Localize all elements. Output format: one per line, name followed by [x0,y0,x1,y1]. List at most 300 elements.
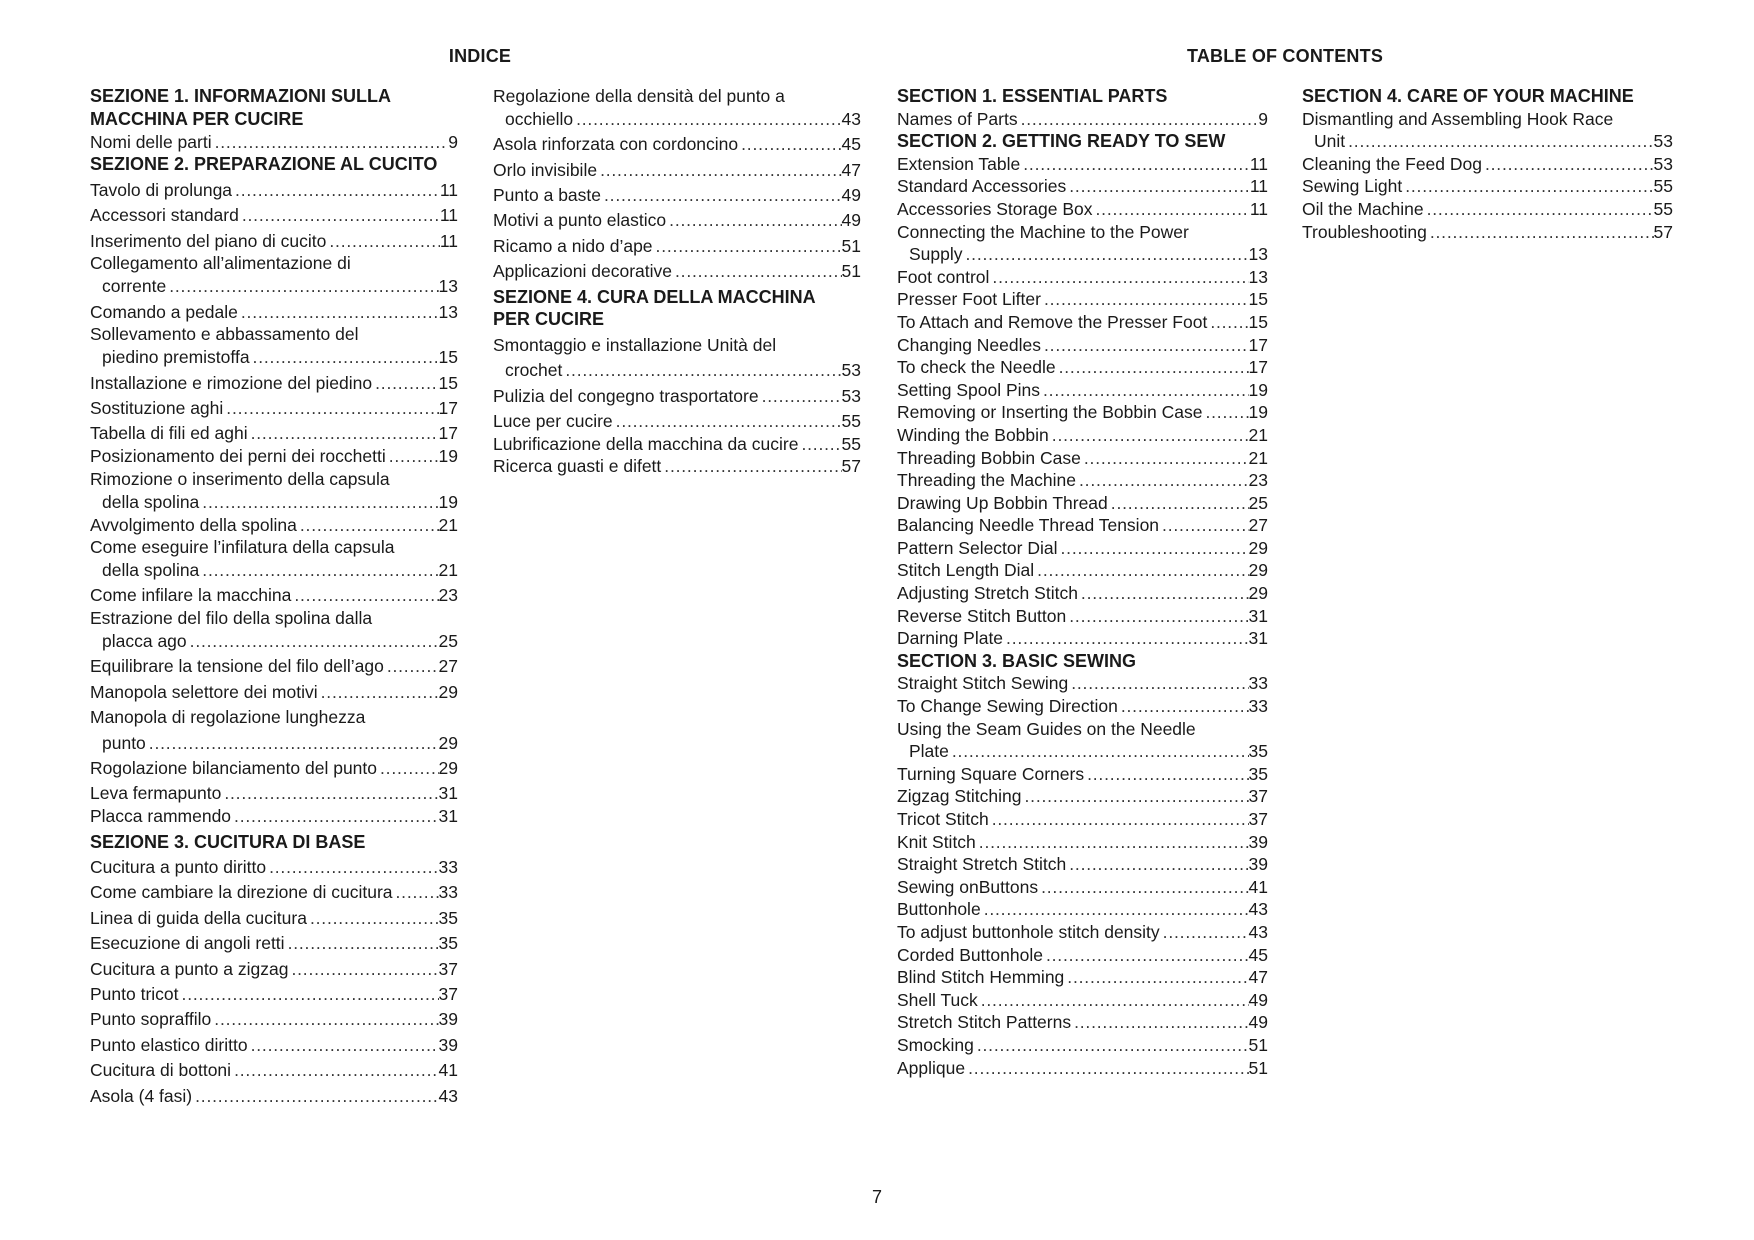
toc-entry-title: Turning Square Corners [897,763,1085,784]
toc-entry [90,907,458,930]
toc-entry [493,235,861,258]
toc-entry-title: Stretch Stitch Patterns [897,1012,1072,1033]
toc-entry-page: 17 [1248,334,1268,355]
toc-entry [493,209,861,232]
toc-entry-page: 23 [438,585,458,606]
section-heading [897,130,1268,153]
toc-entry-page: 27 [1248,515,1268,536]
toc-entry-title: To check the Needle [897,357,1056,378]
toc-entry-title: Shell Tuck [897,989,978,1010]
toc-entry [897,876,1268,899]
toc-entry-title: Punto tricot [90,983,179,1004]
toc-entry-page: 25 [438,631,458,652]
section-heading-line: SECTION 2. GETTING READY TO SEW [897,131,1226,152]
toc-entry-title: To Attach and Remove the Presser Foot [897,311,1208,332]
section-heading [897,650,1268,673]
toc-entry [90,757,458,780]
toc-entry-title: crochet [505,360,563,381]
toc-entry-title: Punto sopraffilo [90,1009,212,1030]
toc-entry-title: Straight Stretch Stitch [897,854,1067,875]
english-column-1 [897,85,1268,1079]
toc-entry-line: Collegamento all’alimentazione di [90,253,351,274]
toc-entry-title: Corded Buttonhole [897,944,1043,965]
dot-leader [266,856,438,879]
toc-entry-page: 43 [438,1085,458,1106]
toc-entry [897,944,1268,967]
toc-entry-title: Zigzag Stitching [897,786,1022,807]
dot-leader [1081,447,1249,470]
toc-entry-page: 13 [1248,244,1268,265]
dot-leader [981,898,1249,921]
toc-entry [90,559,458,582]
toc-entry [1302,221,1673,244]
dot-leader [978,989,1249,1012]
toc-entry [90,983,458,1006]
toc-entry-page: 35 [438,933,458,954]
toc-entry-title: Supply [909,244,963,265]
toc-entry-page: 51 [1248,1034,1268,1055]
toc-entry-page: 41 [1248,876,1268,897]
toc-entry-title: Asola rinforzata con cordoncino [493,134,739,155]
dot-leader [1345,130,1653,153]
toc-entry-title: Posizionamento dei perni dei rocchetti [90,446,386,467]
toc-entry-title: Motivi a punto elastico [493,210,667,231]
dot-leader [1056,356,1249,379]
dot-leader [199,559,438,582]
toc-entry [90,805,458,828]
dot-leader [963,243,1249,266]
dot-leader [291,584,438,607]
dot-leader [1041,334,1249,357]
section-heading [90,85,458,131]
toc-entry-page: 57 [1653,221,1673,242]
toc-entry-title: Pattern Selector Dial [897,537,1058,558]
dot-leader [1068,672,1248,695]
toc-entry [90,514,458,537]
toc-entry-page: 45 [1248,944,1268,965]
toc-entry-page: 25 [1248,492,1268,513]
toc-entry-title: Cleaning the Feed Dog [1302,153,1482,174]
toc-entry-page: 21 [1248,447,1268,468]
toc-entry-title: Standard Accessories [897,176,1067,197]
toc-entry-page: 47 [841,159,861,180]
toc-entry-line: Manopola di regolazione lunghezza [90,707,366,728]
toc-entry-page: 11 [1249,198,1268,219]
toc-entry-title: Come infilare la macchina [90,585,292,606]
toc-entry [90,372,458,395]
toc-entry-title: To adjust buttonhole stitch density [897,921,1160,942]
dot-leader [231,1059,438,1082]
toc-entry [90,179,458,202]
toc-entry-page: 33 [438,882,458,903]
toc-entry-page: 13 [1248,266,1268,287]
toc-entry-title: Buttonhole [897,899,981,920]
dot-leader [1066,175,1250,198]
english-column-2 [1302,85,1673,243]
toc-entry [90,681,458,704]
toc-entry [897,831,1268,854]
toc-entry [897,853,1268,876]
section-heading [90,831,458,854]
dot-leader [573,108,841,131]
dot-leader [1020,153,1250,176]
toc-entry-page: 29 [438,732,458,753]
toc-entry-page: 37 [438,983,458,1004]
toc-entry [897,785,1268,808]
toc-entry-page: 51 [841,261,861,282]
toc-entry [897,401,1268,424]
section-heading [1302,85,1673,108]
toc-entry-title: Foot control [897,266,990,287]
toc-entry-title: Comando a pedale [90,301,238,322]
toc-entry-title: Installazione e rimozione del piedino [90,372,373,393]
toc-entry [90,131,458,154]
toc-entry-page: 39 [1248,854,1268,875]
dot-leader [1424,198,1654,221]
toc-entry [90,881,458,904]
toc-entry-title: Threading Bobbin Case [897,447,1081,468]
dot-leader [393,881,439,904]
dot-leader [661,455,841,478]
toc-entry [90,584,458,607]
dot-leader [798,433,841,456]
toc-entry-title: Smocking [897,1034,974,1055]
toc-entry-page: 27 [438,656,458,677]
dot-leader [187,630,439,653]
toc-entry-title: Tabella di fili ed aghi [90,423,248,444]
toc-entry-page: 53 [841,385,861,406]
toc-entry [897,424,1268,447]
dot-leader [1064,966,1248,989]
dot-leader [372,372,438,395]
toc-entry-page: 33 [1248,673,1268,694]
dot-leader [562,359,841,382]
toc-entry [897,989,1268,1012]
toc-entry-page: 37 [438,958,458,979]
section-heading-line: SECTION 3. BASIC SEWING [897,650,1137,671]
toc-entry-line: Rimozione o inserimento della capsula [90,468,390,489]
toc-entry [493,159,861,182]
toc-entry-page: 19 [1248,402,1268,423]
toc-entry-title: Setting Spool Pins [897,379,1041,400]
toc-entry-title: Placca rammendo [90,806,232,827]
toc-entry-title: Presser Foot Lifter [897,289,1041,310]
toc-entry-title: Linea di guida della cucitura [90,907,307,928]
toc-entry-page: 17 [438,423,458,444]
toc-entry-title: Threading the Machine [897,470,1076,491]
page-number: 7 [871,1187,882,1207]
toc-entry-page: 43 [1248,921,1268,942]
toc-entry [897,153,1268,176]
toc-entry-title: Oil the Machine [1302,198,1424,219]
dot-leader [146,732,439,755]
toc-entry-page: 53 [841,360,861,381]
toc-entry-title: Balancing Needle Thread Tension [897,515,1160,536]
toc-entry [90,422,458,445]
dot-leader [288,958,438,981]
toc-entry [897,695,1268,718]
section-heading-line: PER CUCIRE [493,309,605,330]
dot-leader [653,235,842,258]
toc-entry-page: 23 [1248,470,1268,491]
dot-leader [1402,175,1653,198]
toc-entry-title: Avvolgimento della spolina [90,514,297,535]
toc-entry-page: 49 [841,184,861,205]
toc-entry-title: Manopola selettore dei motivi [90,681,318,702]
toc-entry-title: della spolina [102,491,200,512]
toc-entry-page: 31 [1248,605,1268,626]
toc-entry-page: 55 [841,433,861,454]
toc-entry-page: 51 [841,235,861,256]
dot-leader [1041,288,1249,311]
toc-entry-title: Straight Stitch Sewing [897,673,1069,694]
dot-leader [166,275,438,298]
toc-entry-page: 21 [438,560,458,581]
section-heading [493,286,861,332]
toc-entry-page: 39 [438,1034,458,1055]
toc-entry-page: 45 [841,134,861,155]
dot-leader [384,655,439,678]
dot-leader [179,983,439,1006]
dot-leader [1160,921,1249,944]
dot-leader [1058,537,1249,560]
toc-entry-page: 43 [1248,899,1268,920]
toc-entry-page: 15 [438,347,458,368]
toc-entry-page: 15 [438,372,458,393]
toc-entry-page: 21 [438,514,458,535]
dot-leader [613,410,842,433]
toc-entry-page: 29 [1248,560,1268,581]
toc-entry [897,537,1268,560]
toc-entry-page: 41 [438,1060,458,1081]
toc-entry-page: 19 [1248,379,1268,400]
dot-leader [601,184,842,207]
toc-entry-page: 49 [1248,989,1268,1010]
dot-leader [1043,944,1249,967]
toc-entry [90,1034,458,1057]
toc-entry-page: 29 [438,758,458,779]
dot-leader [666,209,841,232]
dot-leader [1207,311,1248,334]
toc-entry [90,346,458,369]
toc-entry-page: 19 [438,491,458,512]
dot-leader [1018,108,1259,131]
dot-leader [1022,785,1249,808]
toc-entry-title: Ricamo a nido d’ape [493,235,653,256]
toc-entry [90,301,458,324]
section-heading [90,153,458,176]
dot-leader [1066,605,1248,628]
toc-entry-line: Connecting the Machine to the Power [897,221,1189,242]
toc-entry-page: 53 [1653,153,1673,174]
toc-entry [897,447,1268,470]
toc-entry [897,334,1268,357]
toc-entry [493,410,861,433]
toc-entry-title: Asola (4 fasi) [90,1085,193,1106]
toc-entry-title: Ricerca guasti e difett [493,456,662,477]
toc-entry [897,288,1268,311]
dot-leader [759,385,842,408]
toc-entry [897,108,1268,131]
toc-entry [493,108,861,131]
toc-entry-title: Nomi delle parti [90,131,212,152]
toc-entry-title: Punto a baste [493,184,601,205]
toc-entry-page: 19 [438,446,458,467]
toc-entry [493,184,861,207]
toc-entry-page: 11 [1249,153,1268,174]
toc-entry-page: 35 [1248,741,1268,762]
dot-leader [1038,876,1248,899]
toc-entry [90,932,458,955]
toc-entry-page: 15 [1248,289,1268,310]
dot-leader [738,133,841,156]
toc-entry-title: placca ago [102,631,187,652]
toc-entry [90,275,458,298]
toc-entry-title: Extension Table [897,153,1021,174]
toc-entry-page: 37 [1248,809,1268,829]
toc-entry [897,627,1268,650]
toc-entry [897,605,1268,628]
toc-entry [90,230,458,253]
dot-leader [1078,582,1249,605]
dot-leader [1159,514,1248,537]
toc-entry-title: Cucitura a punto diritto [90,857,267,877]
dot-leader [1108,492,1249,515]
toc-entry [493,455,861,478]
toc-entry [90,732,458,755]
toc-entry [493,433,861,456]
toc-entry-title: Inserimento del piano di cucito [90,230,327,251]
dot-leader [965,1057,1248,1080]
toc-entry-title: Equilibrare la tensione del filo dell’ago [90,656,384,677]
toc-entry-title: della spolina [102,560,200,581]
dot-leader [949,740,1249,763]
toc-entry [897,514,1268,537]
toc-entry-title: Lubrificazione della macchina da cucire [493,433,799,454]
dot-leader [1003,627,1248,650]
dot-leader [297,514,439,537]
dot-leader [239,204,440,227]
toc-entry-page: 11 [439,230,458,251]
toc-entry-title: Unit [1314,131,1346,152]
toc-entry [90,655,458,678]
toc-entry-line: Sollevamento e abbassamento del [90,324,359,345]
toc-entry [897,740,1268,763]
toc-entry-title: Applique [897,1057,966,1078]
dot-leader [1049,424,1249,447]
toc-entry [897,356,1268,379]
toc-entry-page: 55 [1653,198,1673,219]
toc-entry [897,582,1268,605]
toc-entry-title: Tavolo di prolunga [90,179,233,200]
toc-entry [897,559,1268,582]
dot-leader [1093,198,1250,221]
dot-leader [976,831,1249,854]
toc-entry-title: Reverse Stitch Button [897,605,1067,626]
toc-entry-page: 49 [841,210,861,231]
toc-entry-title: Winding the Bobbin [897,424,1049,445]
toc-entry-title: Removing or Inserting the Bobbin Case [897,402,1203,423]
dot-leader [318,681,439,704]
toc-entry-page: 31 [1248,628,1268,649]
toc-entry [90,1059,458,1082]
section-heading-line: SEZIONE 1. INFORMAZIONI SULLA [90,86,392,106]
toc-entry-page: 31 [438,783,458,804]
dot-leader [232,179,440,202]
toc-entry-title: Sostituzione aghi [90,397,224,418]
dot-leader [1202,401,1248,424]
toc-entry-line: Smontaggio e installazione Unità del [493,334,777,355]
toc-entry-page: 57 [841,456,861,477]
dot-leader [326,230,439,253]
dot-leader [1076,469,1249,492]
dot-leader [386,445,439,468]
toc-entry [1302,130,1673,153]
toc-entry [90,630,458,653]
section-heading-line: SEZIONE 3. CUCITURA DI BASE [90,831,366,852]
toc-entry [90,204,458,227]
toc-entry-line: Come eseguire l’infilatura della capsula [90,537,395,558]
toc-entry-title: Blind Stitch Hemming [897,967,1065,988]
toc-entry-page: 11 [1249,176,1268,197]
toc-entry [90,958,458,981]
dot-leader [248,1034,439,1057]
toc-entry-title: Luce per cucire [493,410,613,431]
toc-entry-title: occhiello [505,108,574,129]
toc-entry-title: Names of Parts [897,108,1018,129]
toc-entry-title: corrente [102,276,167,297]
toc-entry-title: Accessori standard [90,205,239,226]
toc-entry-page: 35 [438,907,458,928]
dot-leader [1482,153,1654,176]
toc-entry [90,397,458,420]
dot-leader [250,346,439,369]
toc-entry-page: 9 [448,131,458,152]
toc-entry-page: 53 [1653,131,1673,152]
toc-entry-page: 49 [1248,1012,1268,1033]
section-heading-line: MACCHINA PER CUCIRE [90,108,304,129]
dot-leader [597,159,841,182]
dot-leader [211,1008,438,1031]
toc-entry-page: 17 [1248,357,1268,378]
toc-entry-page: 39 [438,1009,458,1030]
toc-entry-title: Punto elastico diritto [90,1034,248,1055]
heading-indice: INDICE [448,46,512,66]
toc-entry-title: Knit Stitch [897,831,976,852]
toc-entry-page: 37 [1248,786,1268,807]
toc-entry-page: 55 [841,410,861,431]
section-heading-line: SEZIONE 2. PREPARAZIONE AL CUCITO [90,154,438,175]
toc-entry-title: Sewing Light [1302,176,1403,197]
toc-entry-title: To Change Sewing Direction [897,696,1118,717]
toc-entry-page: 9 [1258,108,1268,129]
toc-entry-line: Estrazione del filo della spolina dalla [90,608,373,629]
toc-entry [897,469,1268,492]
toc-entry [897,1011,1268,1034]
toc-entry [493,260,861,283]
toc-entry [897,1057,1268,1080]
dot-leader [989,266,1248,289]
toc-entry-page: 29 [1248,537,1268,558]
toc-entry [897,379,1268,402]
toc-entry-line: Dismantling and Assembling Hook Race [1302,108,1614,129]
toc-entry-page: 33 [1248,696,1268,717]
dot-leader [238,301,439,324]
section-heading-line: SECTION 4. CARE OF YOUR MACHINE [1302,86,1634,106]
toc-entry-page: 13 [438,276,458,297]
toc-entry-title: Plate [909,741,949,762]
toc-entry [1302,175,1673,198]
